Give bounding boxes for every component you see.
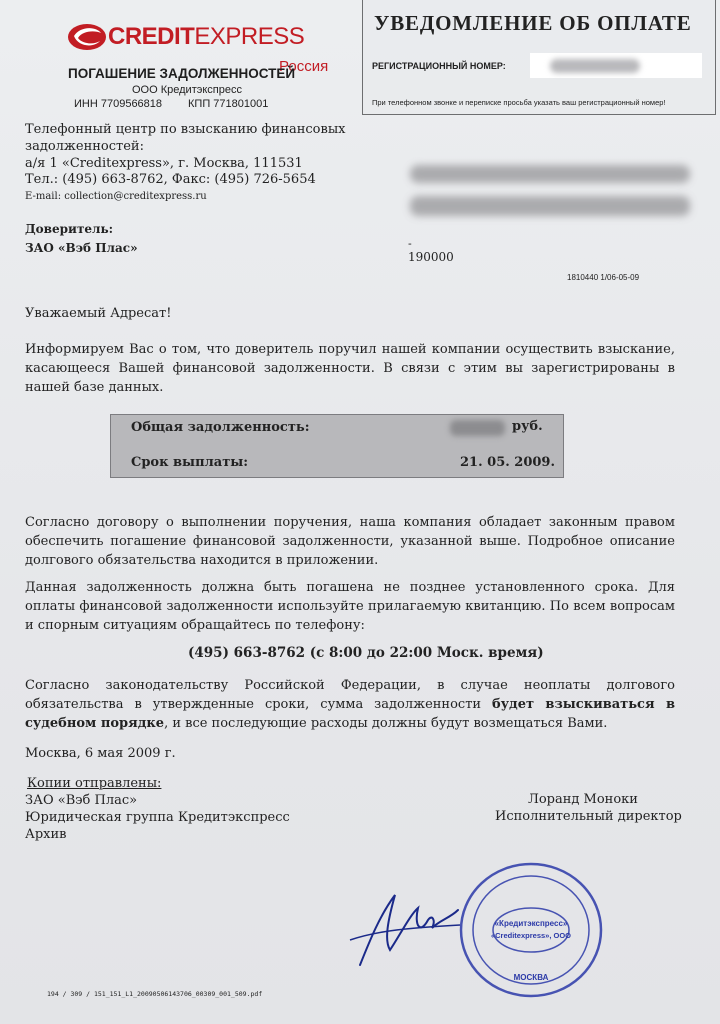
paragraph-legal: Согласно законодательству Российской Федерации, в случае неоплаты долгового обязательства в утвержденные сроки, сумма задолженности будет взыскиваться в судебном порядке, и все последующие расходы должны будут возмещаться Вами. [25,678,675,731]
logo-swirl-icon [66,22,108,52]
contact-email: E-mail: collection@creditexpress.ru [25,191,207,202]
logo-wordmark: CREDITEXPRESS [108,23,305,50]
reg-number-note: При телефонном звонке и переписке просьба указать ваш регистрационный номер! [372,98,666,107]
paragraph-intro: Информируем Вас о том, что доверитель поручил нашей компании осуществить взыскание, касающееся Вашей финансовой задолженности. В связи с этим вы зарегистрированы в нашей базе данных. [25,342,675,395]
due-date-label: Срок выплаты: [131,455,249,470]
copy-recipient: ЗАО «Вэб Плас» [25,793,138,808]
copies-list [25,792,290,843]
total-debt-redacted [450,420,505,436]
address-dash: - [408,237,412,250]
signature-icon [340,880,470,975]
city-date: Москва, 6 мая 2009 г. [25,746,176,761]
seal-city: МОСКВА [513,973,549,982]
hotline-phone: (495) 663-8762 (с 8:00 до 22:00 Моск. время) [188,645,544,661]
inn-number: ИНН 7709566818 [74,98,163,110]
contact-address: а/я 1 «Creditexpress», г. Москва, 111531 [25,156,303,171]
contact-phones: Тел.: (495) 663-8762, Факс: (495) 726-5654 [25,172,316,187]
total-debt-label: Общая задолженность: [131,420,310,435]
due-date-value: 21. 05. 2009. [460,455,555,470]
reg-number-label: РЕГИСТРАЦИОННЫЙ НОМЕР: [372,61,506,71]
paragraph-contract: Согласно договору о выполнении поручения, наша компания обладает законным правом обеспечить погашение финансовой задолженности, указанной выше. Подробное описание долгового обязательства находится в приложении. [25,515,675,568]
file-reference: 194 / 309 / 151_151_L1_20090506143706_00309_001_509.pdf [47,990,263,998]
copy-recipient: Архив [25,827,67,842]
reg-number-redacted [530,53,702,78]
signer-title: Исполнительный директор [495,809,682,824]
principal-name: ЗАО «Вэб Плас» [25,241,138,255]
company-seal-icon [456,860,606,1000]
org-name: ООО Кредитэкспресс [132,84,242,96]
seal-name-ru: «Кредитэкспресс» [494,919,568,928]
document-code: 1810440 1/06-05-09 [567,273,640,282]
principal-label: Доверитель: [25,222,114,236]
total-debt-currency: руб. [512,419,543,434]
copy-recipient: Юридическая группа Кредитэкспресс [25,810,290,825]
copies-label: Копии отправлены: [27,776,162,791]
address-redacted [410,165,690,183]
kpp-number: КПП 771801001 [188,98,269,110]
greeting: Уважаемый Адресат! [25,306,172,321]
department-title: ПОГАШЕНИЕ ЗАДОЛЖЕННОСТЕЙ [68,66,296,81]
paragraph-payment: Данная задолженность должна быть погашена не позднее установленного срока. Для оплаты финансовой задолженности используйте прилагаемую квитанцию. По всем вопросам и спорным ситуациям обращайтесь по телефону: [25,580,675,633]
notice-title: УВЕДОМЛЕНИЕ ОБ ОПЛАТЕ [374,11,692,35]
postcode: 190000 [408,250,454,264]
logo-country: Россия [279,58,329,75]
signer-name: Лоранд Моноки [528,792,638,807]
contact-line: задолженностей: [25,139,144,154]
seal-name-en: «Creditexpress», ООО [490,931,572,940]
contact-block [25,121,365,172]
address-redacted [410,196,690,216]
contact-line: Телефонный центр по взысканию финансовых [25,122,346,137]
